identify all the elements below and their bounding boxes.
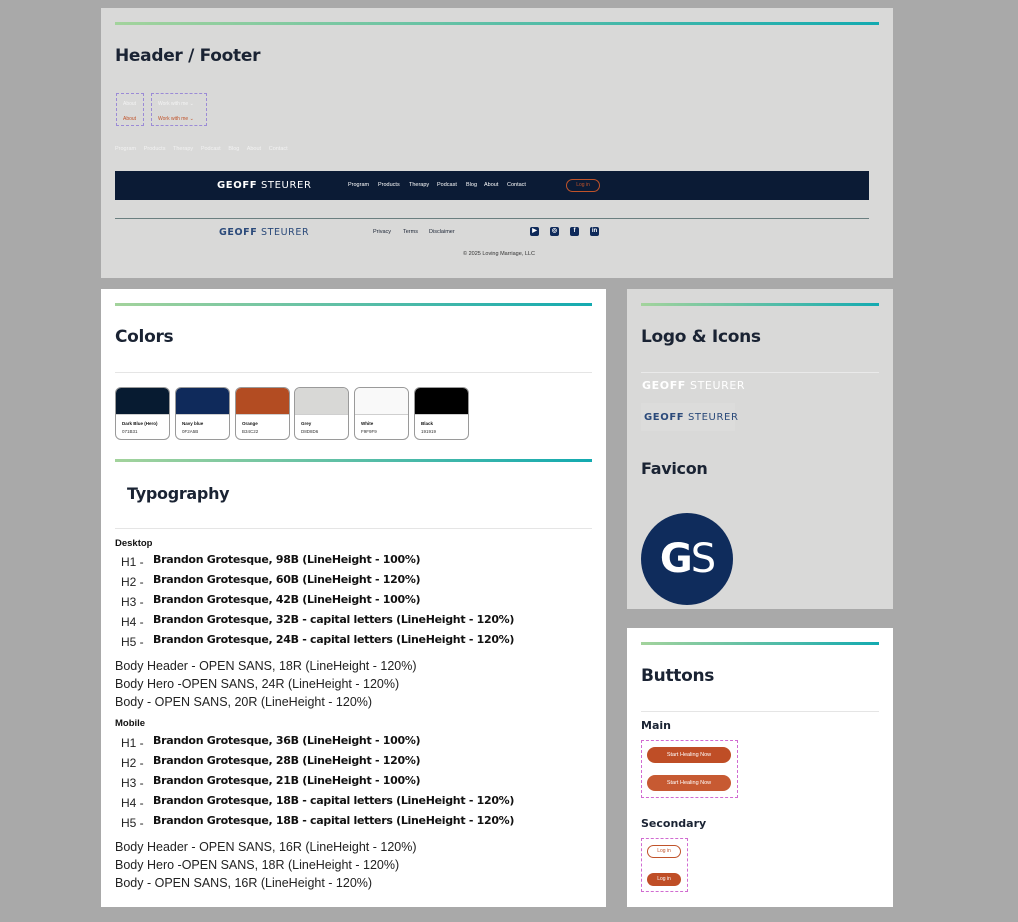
swatch-fill xyxy=(236,388,289,415)
body-spec: Body - OPEN SANS, 20R (LineHeight - 120%) xyxy=(115,695,373,709)
swatch-hex: F9F9F9 xyxy=(361,429,377,434)
type-row: H5 - xyxy=(121,635,144,649)
chevron-down-icon: ⌄ xyxy=(189,116,194,122)
login-filled-button[interactable]: Log in xyxy=(647,873,681,886)
swatch-fill xyxy=(176,388,229,415)
swatch-fill xyxy=(355,388,408,415)
nav-item-podcast[interactable]: Podcast xyxy=(437,182,457,188)
login-outline-button[interactable]: Log in xyxy=(647,845,681,858)
login-button[interactable]: Log in xyxy=(566,179,600,192)
copyright-text: © 2025 Loving Marriage, LLC xyxy=(463,251,535,257)
type-desc: Brandon Grotesque, 42B (LineHeight - 100%) xyxy=(153,593,421,606)
swatch-fill xyxy=(295,388,348,415)
swatch-hex: B34C22 xyxy=(242,429,259,434)
logo-icons-panel xyxy=(627,289,893,609)
color-swatch xyxy=(115,387,170,440)
color-swatch xyxy=(354,387,409,440)
logo-icons-title: Logo & Icons xyxy=(641,327,761,347)
section-separator xyxy=(641,711,879,712)
type-desc: Brandon Grotesque, 18B - capital letters (LineHeight - 120%) xyxy=(153,814,515,827)
swatch-hex: 0F2A5B xyxy=(182,429,199,434)
instagram-icon[interactable]: ◎ xyxy=(551,228,558,234)
type-desc: Brandon Grotesque, 36B (LineHeight - 100%) xyxy=(153,734,421,747)
gradient-divider xyxy=(641,642,879,645)
section-separator xyxy=(115,372,592,373)
ghost-nav-item[interactable]: Contact xyxy=(268,146,288,152)
facebook-icon[interactable]: f xyxy=(570,227,579,236)
typography-title: Typography xyxy=(127,484,230,503)
type-desc: Brandon Grotesque, 98B (LineHeight - 100%) xyxy=(153,553,421,566)
type-row: H2 - xyxy=(121,575,144,589)
nav-item-contact[interactable]: Contact xyxy=(507,182,526,188)
linkedin-icon[interactable]: in xyxy=(591,228,598,234)
type-desc: Brandon Grotesque, 60B (LineHeight - 120%) xyxy=(153,573,421,586)
work-with-me-dropdown-preview[interactable] xyxy=(151,93,207,126)
swatch-name: Orange xyxy=(242,421,258,426)
body-spec: Body Header - OPEN SANS, 16R (LineHeight - 120%) xyxy=(115,840,417,854)
gradient-divider xyxy=(115,459,592,462)
buttons-title: Buttons xyxy=(641,666,715,686)
logo-navy: GEOFF STEURER xyxy=(644,412,739,423)
type-row: H4 - xyxy=(121,796,144,810)
dropdown-label-hover: Work with me ⌄ xyxy=(158,116,194,122)
section-separator xyxy=(115,528,592,529)
colors-typography-panel xyxy=(101,289,606,907)
start-healing-button[interactable]: Start Healing Now xyxy=(647,747,731,763)
swatch-name: White xyxy=(361,421,374,426)
body-spec: Body - OPEN SANS, 16R (LineHeight - 120%) xyxy=(115,876,373,890)
colors-title: Colors xyxy=(115,327,174,347)
ghost-nav xyxy=(115,146,288,152)
type-row: H1 - xyxy=(121,555,144,569)
type-row: H3 - xyxy=(121,595,144,609)
type-row: H4 - xyxy=(121,615,144,629)
ghost-nav-item[interactable]: Program xyxy=(115,146,137,152)
swatch-name: Grey xyxy=(301,421,312,426)
body-spec: Body Hero -OPEN SANS, 24R (LineHeight - 120%) xyxy=(115,677,400,691)
footer-link-terms[interactable]: Terms xyxy=(403,229,418,235)
gradient-divider xyxy=(641,303,879,306)
section-title: Header / Footer xyxy=(115,46,261,66)
swatch-hex: 071B31 xyxy=(122,429,138,434)
site-navbar xyxy=(115,171,869,200)
ghost-nav-item[interactable]: Blog xyxy=(228,146,240,152)
type-row: H3 - xyxy=(121,776,144,790)
nav-item-about[interactable]: About xyxy=(484,182,499,188)
color-swatch xyxy=(414,387,469,440)
header-footer-panel xyxy=(101,8,893,278)
type-desc: Brandon Grotesque, 32B - capital letters (LineHeight - 120%) xyxy=(153,613,515,626)
section-separator xyxy=(641,372,879,373)
desktop-label: Desktop xyxy=(115,538,153,549)
start-healing-button-hover[interactable]: Start Healing Now xyxy=(647,775,731,791)
favicon-title: Favicon xyxy=(641,459,708,478)
favicon: GS xyxy=(641,513,733,605)
dropdown-label-hover: About xyxy=(123,116,137,122)
type-desc: Brandon Grotesque, 24B - capital letters (LineHeight - 120%) xyxy=(153,633,515,646)
color-swatch xyxy=(175,387,230,440)
logo-white: GEOFF STEURER xyxy=(642,379,746,392)
gradient-divider xyxy=(115,22,879,25)
color-swatch xyxy=(235,387,290,440)
type-row: H2 - xyxy=(121,756,144,770)
type-row: H5 - xyxy=(121,816,144,830)
swatch-name: Dark Blue (Hero) xyxy=(122,421,158,426)
nav-item-blog[interactable]: Blog xyxy=(466,182,478,188)
mobile-label: Mobile xyxy=(115,718,146,729)
footer-link-disclaimer[interactable]: Disclaimer xyxy=(429,229,455,235)
buttons-panel xyxy=(627,628,893,907)
swatch-name: Navy blue xyxy=(182,421,204,426)
youtube-icon[interactable]: ▶ xyxy=(530,227,539,236)
swatch-hex: D8D8D6 xyxy=(301,429,319,434)
swatch-hex: 191919 xyxy=(421,429,437,434)
ghost-nav-item[interactable]: Podcast xyxy=(200,146,221,152)
nav-item-therapy[interactable]: Therapy xyxy=(409,182,430,188)
swatch-fill xyxy=(116,388,169,415)
swatch-fill xyxy=(415,388,468,415)
chevron-down-icon: ⌄ xyxy=(189,101,194,107)
dropdown-label-default: Work with me ⌄ xyxy=(158,101,194,107)
ghost-nav-item[interactable]: About xyxy=(246,146,262,152)
footer-divider xyxy=(115,218,869,219)
gradient-divider xyxy=(115,303,592,306)
dropdown-label-default: About xyxy=(123,101,137,107)
body-spec: Body Hero -OPEN SANS, 18R (LineHeight - 120%) xyxy=(115,858,400,872)
type-desc: Brandon Grotesque, 18B - capital letters (LineHeight - 120%) xyxy=(153,794,515,807)
main-buttons-label: Main xyxy=(641,719,671,732)
nav-item-program[interactable]: Program xyxy=(348,182,370,188)
footer-link-privacy[interactable]: Privacy xyxy=(373,229,392,235)
ghost-nav-item[interactable]: Products xyxy=(143,146,166,152)
nav-item-products[interactable]: Products xyxy=(378,182,400,188)
navbar-logo[interactable]: GEOFF STEURER xyxy=(217,180,312,191)
color-swatch xyxy=(294,387,349,440)
type-desc: Brandon Grotesque, 28B (LineHeight - 120%) xyxy=(153,754,421,767)
type-desc: Brandon Grotesque, 21B (LineHeight - 100%) xyxy=(153,774,421,787)
about-dropdown-preview[interactable] xyxy=(116,93,144,126)
footer-logo[interactable]: GEOFF STEURER xyxy=(219,227,310,238)
type-row: H1 - xyxy=(121,736,144,750)
swatch-name: Black xyxy=(421,421,434,426)
ghost-nav-item[interactable]: Therapy xyxy=(173,146,194,152)
secondary-buttons-label: Secondary xyxy=(641,817,707,830)
body-spec: Body Header - OPEN SANS, 18R (LineHeight - 120%) xyxy=(115,659,417,673)
